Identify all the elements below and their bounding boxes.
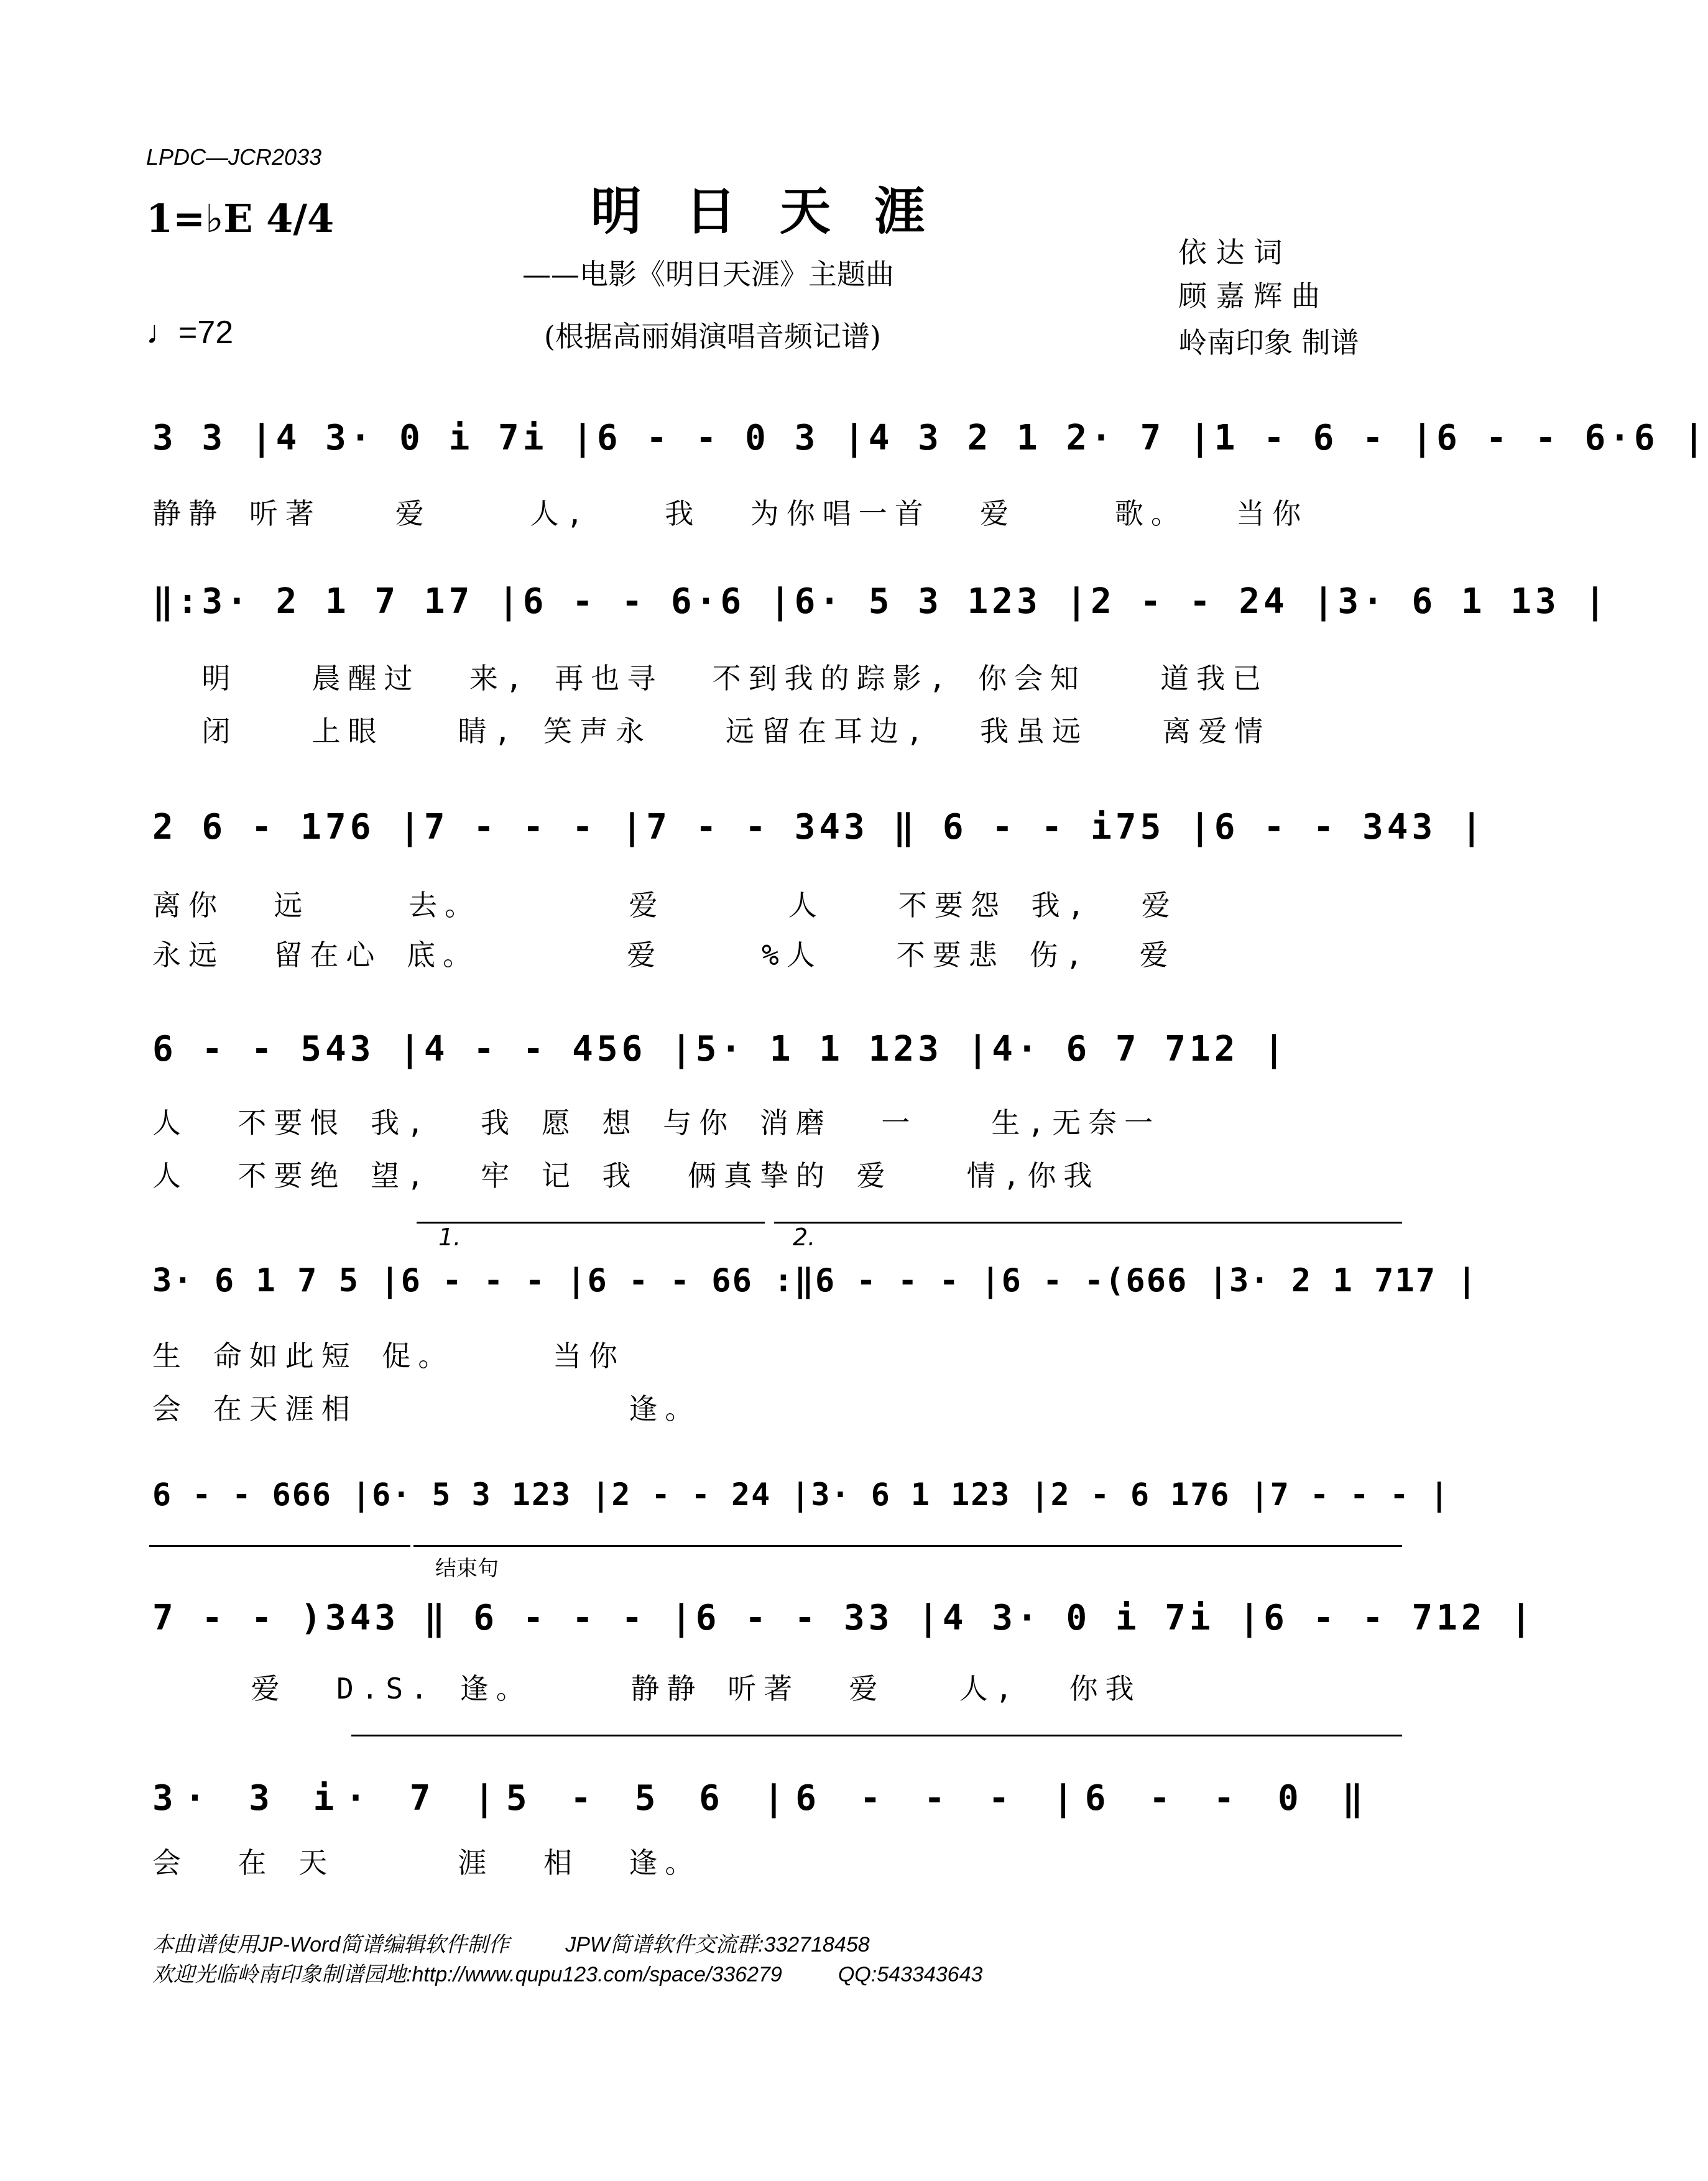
footer-line-2 — [152, 1957, 1038, 1988]
system-3-notes: 2 6 - 176 |7 - - - |7 - - 343 ‖ 6 - - i75 |6 - - 343 | — [152, 807, 1486, 847]
system-5-notes: 3· 6 1 7 5 |6 - - - |6 - - 66 :‖6 - - - |6 - -(666 |3· 2 1 717 | — [152, 1262, 1478, 1299]
volta-1-bracket — [417, 1222, 765, 1224]
system-4-lyrics-verse-1: 人 不要恨 我, 我 愿 想 与你 消磨 一 生,无奈一 — [152, 1106, 1161, 1140]
system-4-lyrics-verse-2: 人 不要绝 望, 牢 记 我 俩真挚的 爱 情,你我 — [152, 1159, 1100, 1192]
system-8-notes: 3· 3 i· 7 |5 - 5 6 |6 - - - |6 - - 0 ‖ — [152, 1778, 1375, 1819]
system-8-lyrics: 会 在 天 涯 相 逢。 — [152, 1846, 701, 1879]
footer-qq: QQ:543343643 — [838, 1963, 983, 1986]
song-subtitle: ——电影《明日天涯》主题曲 — [522, 257, 894, 291]
system-3-lyrics-verse-2: 永远 留在心 底。 爱 %人 不要悲 伤, 爱 — [152, 938, 1176, 972]
system-1-notes: 3 3 |4 3· 0 i 7i |6 - - 0 3 |4 3 2 1 2· 7 |1 - 6 - |6 - - 6·6 | — [152, 418, 1708, 458]
system-7-notes: 7 - - )343 ‖ 6 - - - |6 - - 33 |4 3· 0 i 7i |6 - - 712 | — [152, 1598, 1536, 1638]
ending-label: 结束句 — [435, 1556, 499, 1581]
system-6-notes: 6 - - 666 |6· 5 3 123 |2 - - 24 |3· 6 1 123 |2 - 6 176 |7 - - - | — [152, 1477, 1450, 1513]
system-2-notes: ‖:3· 2 1 7 17 |6 - - 6·6 |6· 5 3 123 |2 - - 24 |3· 6 1 13 | — [152, 581, 1610, 622]
system-5-lyrics-verse-1: 生 命如此短 促。 当你 — [152, 1339, 625, 1373]
system-2-lyrics-verse-2: 闭 上眼 睛, 笑声永 远留在耳边, 我虽远 离爱情 — [152, 714, 1271, 748]
ending-bracket — [413, 1545, 1402, 1547]
final-phrase-rule — [351, 1735, 1402, 1736]
system-1-lyrics-verse-1: 静静 听著 爱 人, 我 为你唱一首 爱 歌。 当你 — [152, 497, 1309, 530]
footer-website-link[interactable]: 欢迎光临岭南印象制谱园地:http://www.qupu123.com/space/336279 — [152, 1963, 782, 1986]
system-3-lyrics-verse-1: 离你 远 去。 爱 人 不要怨 我, 爱 — [152, 888, 1178, 922]
lyricist-credit: 依 达 词 — [1178, 236, 1283, 269]
system-4-notes: 6 - - 543 |4 - - 456 |5· 1 1 123 |4· 6 7 712 | — [152, 1029, 1288, 1069]
tempo-marking: ♩=72 — [146, 315, 234, 351]
interlude-end-rule — [149, 1545, 410, 1547]
volta-2-label: 2. — [793, 1224, 816, 1251]
system-7-lyrics: 爱 D.S. 逢。 静静 听著 爱 人, 你我 — [152, 1672, 1142, 1705]
volta-1-label: 1. — [438, 1224, 461, 1251]
system-2-lyrics-verse-1: 明 晨醒过 来, 再也寻 不到我的踪影, 你会知 道我已 — [152, 662, 1269, 695]
key-signature: 1=♭E 4/4 — [146, 196, 335, 241]
volta-2-bracket — [774, 1222, 1402, 1224]
arranger-credit: 岭南印象 制谱 — [1178, 326, 1359, 359]
song-title: 明日天涯 — [591, 182, 969, 241]
system-5-lyrics-verse-2: 会 在天涯相 逢。 — [152, 1392, 701, 1426]
footer-software-note: 本曲谱使用JP-Word简谱编辑软件制作 — [152, 1933, 510, 1957]
source-note: (根据高丽娟演唱音频记谱) — [544, 320, 881, 353]
score-code: LPDC—JCR2033 — [146, 144, 322, 170]
footer-line-1 — [152, 1927, 926, 1958]
composer-credit: 顾 嘉 辉 曲 — [1178, 279, 1320, 313]
footer-group-note: JPW简谱软件交流群:332718458 — [565, 1933, 870, 1957]
